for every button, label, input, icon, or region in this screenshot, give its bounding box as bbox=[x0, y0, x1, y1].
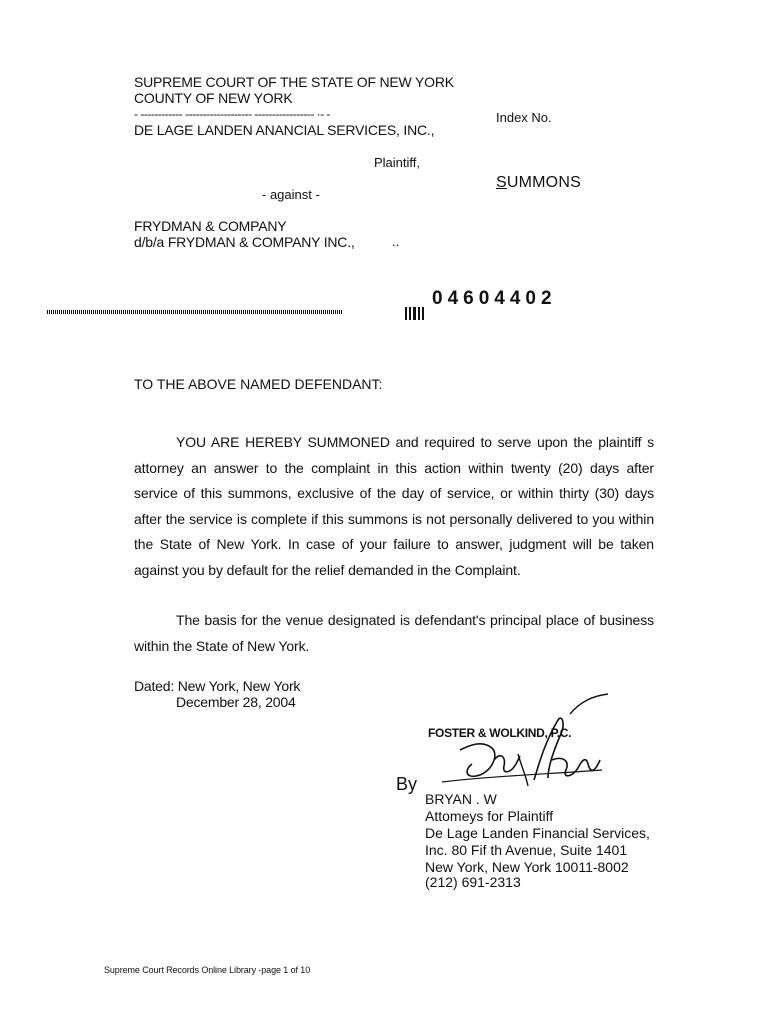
summons-paragraph-body: and required to serve upon the plaintiff s attorney an answer to the complaint in this action within twenty (20) days after service of this summons, exclusive of the day of service, or within thirty (30) days after the service is complete if this summons is not personally delivered to you within the State of New York. In case of your failure to answer, judgment will be taken against you by default for the relief demanded in the Complaint. bbox=[134, 434, 654, 578]
barcode-glyph bbox=[405, 307, 424, 320]
court-name: SUPREME COURT OF THE STATE OF NEW YORK bbox=[134, 74, 454, 90]
venue-paragraph: The basis for the venue designated is defendant's principal place of business within the State of New York. bbox=[134, 612, 654, 654]
defendant-trailing-marks: .. bbox=[392, 234, 400, 249]
page-footer: Supreme Court Records Online Library -page 1 of 10 bbox=[104, 965, 311, 975]
document-title bbox=[496, 174, 581, 192]
county-name: COUNTY OF NEW YORK bbox=[134, 90, 293, 106]
signer-name: BRYAN . W bbox=[425, 791, 497, 807]
firm-address-street: Inc. 80 Fif th Avenue, Suite 1401 bbox=[425, 842, 628, 858]
signer-role: Attomeys for Plaintiff bbox=[425, 808, 554, 824]
dated-date: December 28, 2004 bbox=[176, 694, 296, 710]
document-title-rest: UMMONS bbox=[506, 174, 581, 191]
plaintiff-name: DE LAGE LANDEN ANANCIAL SERVICES, INC., bbox=[134, 122, 435, 138]
handwritten-signature bbox=[430, 690, 620, 790]
index-number-stamp: 04604402 bbox=[432, 288, 557, 309]
dotted-rule bbox=[47, 310, 343, 314]
defendant-name: FRYDMAN & COMPANY bbox=[134, 218, 287, 234]
summons-paragraph-lead: YOU ARE HEREBY SUMMONED bbox=[176, 434, 390, 450]
summons-paragraph bbox=[134, 430, 654, 583]
caption-separator: - ------------ ------------------- ----------------- ·- - bbox=[134, 107, 330, 121]
client-name: De Lage Landen Financial Services, bbox=[425, 825, 650, 841]
salutation: TO THE ABOVE NAMED DEFENDANT: bbox=[134, 376, 383, 392]
firm-address-city: New York, New York 10011-8002 bbox=[425, 859, 629, 875]
plaintiff-label: Plaintiff, bbox=[374, 155, 421, 170]
dated-location: Dated: New York, New York bbox=[134, 678, 301, 694]
defendant-dba: d/b/a FRYDMAN & COMPANY INC., bbox=[134, 234, 355, 250]
firm-phone: (212) 691-2313 bbox=[425, 874, 521, 890]
index-number-label: Index No. bbox=[496, 110, 552, 125]
document-title-initial: S bbox=[496, 174, 507, 191]
firm-stamp: FOSTER & WOLKIND, P.C. bbox=[428, 726, 572, 740]
by-label: By bbox=[396, 774, 418, 794]
against-label: - against - bbox=[262, 187, 320, 202]
